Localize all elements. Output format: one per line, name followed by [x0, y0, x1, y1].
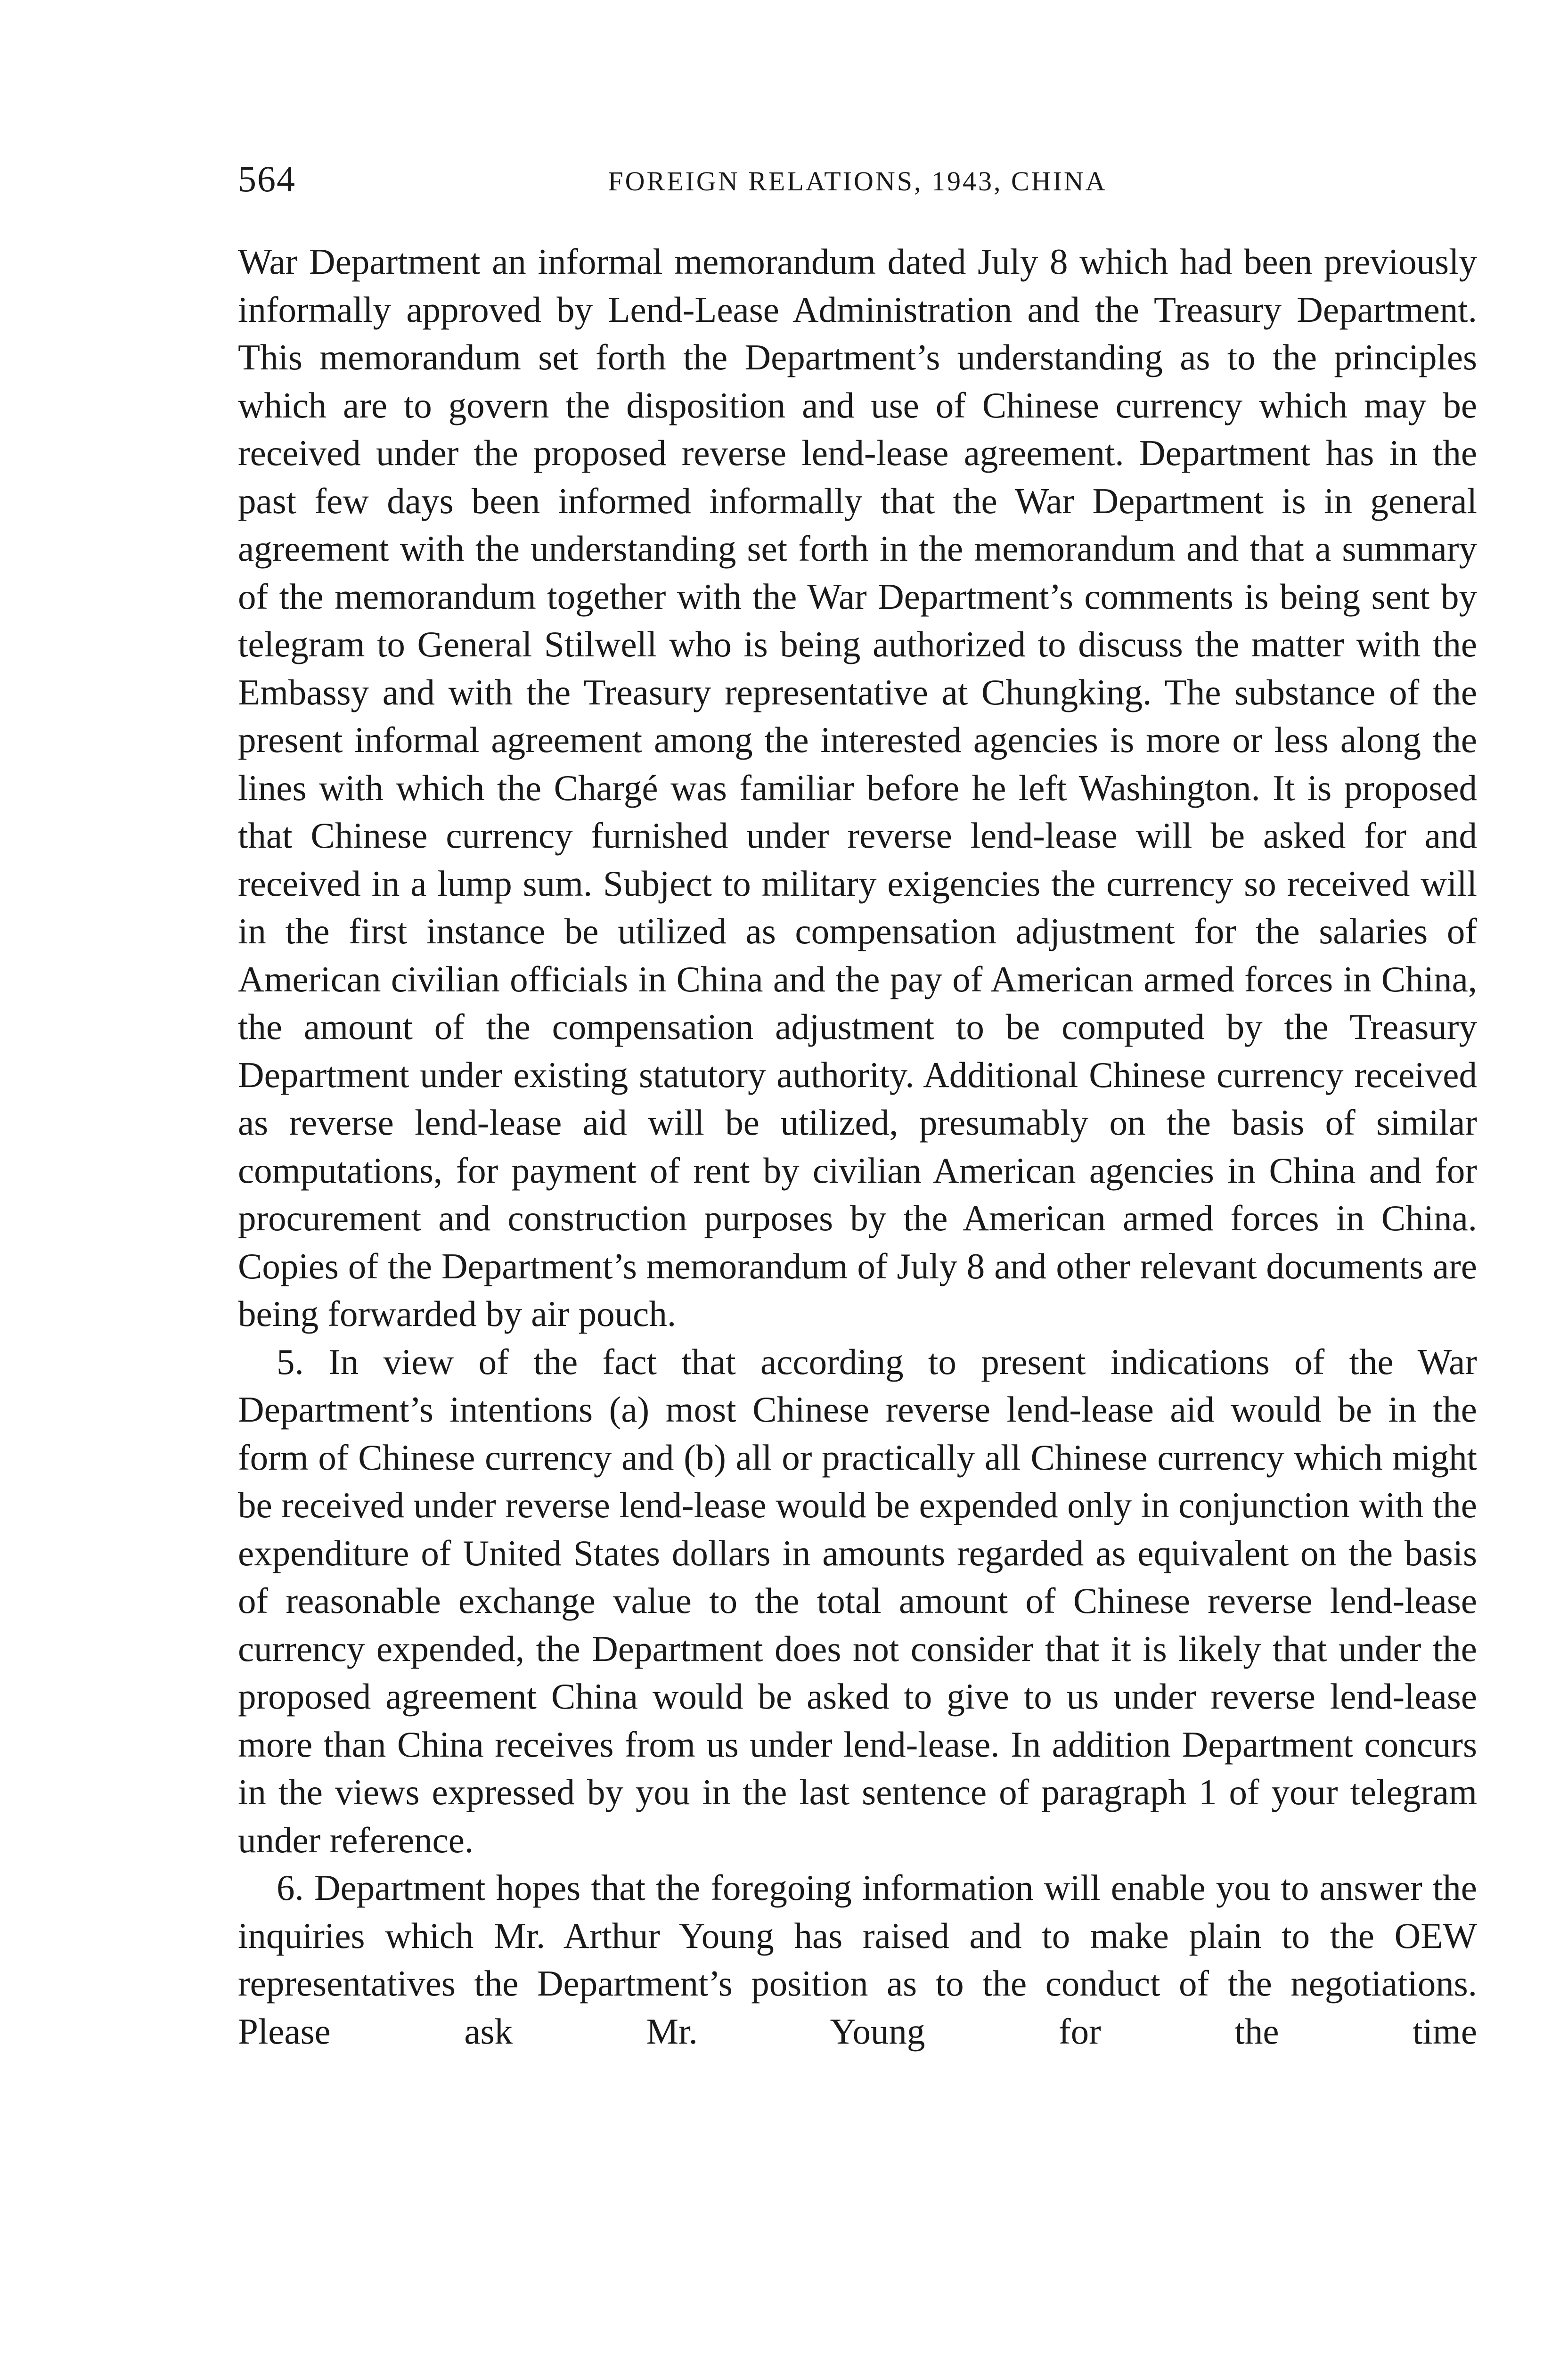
paragraph-6: 6. Department hopes that the foregoing information will enable you to answer the inquiries which Mr. Arthur Young has raised and to make plain to the OEW representatives the Department’s position as to the conduct of the negotiations. Please ask Mr. Young for the time: [238, 1867, 1477, 2052]
body-text: [238, 238, 1477, 2055]
paragraph-5: 5. In view of the fact that according to present indications of the War Department’s intentions (a) most Chinese reverse lend-lease aid would be in the form of Chinese currency and (b) all or practically all Chinese currency which might be received under reverse lend-lease would be expended only in conjunction with the expenditure of United States dollars in amounts regarded as equivalent on the basis of reasonable exchange value to the total amount of Chinese reverse lend-lease currency expended, the Department does not consider that it is likely that under the proposed agreement China would be asked to give to us under reverse lend-lease more than China receives from us under lend-lease. In addition Department concurs in the views expressed by you in the last sentence of paragraph 1 of your telegram under reference.: [238, 1341, 1477, 1860]
page-number: 564: [238, 158, 296, 199]
running-header: [238, 155, 1477, 207]
running-title: FOREIGN RELATIONS, 1943, CHINA: [608, 166, 1107, 196]
paragraph-continued: War Department an informal memorandum dated July 8 which had been previously informally approved by Lend-Lease Administration and the Treasury Department. This memorandum set forth the Department’s understanding as to the principles which are to govern the disposition and use of Chinese currency which may be received under the proposed reverse lend-lease agreement. Department has in the past few days been informed informally that the War Department is in general agreement with the understanding set forth in the memorandum and that a summary of the memorandum together with the War Department’s comments is being sent by telegram to General Stilwell who is being authorized to discuss the matter with the Embassy and with the Treasury representative at Chungking. The substance of the present informal agreement among the interested agencies is more or less along the lines with which the Chargé was familiar before he left Washington. It is proposed that Chinese currency furnished under reverse lend-lease will be asked for and received in a lump sum. Subject to military exigencies the currency so received will in the first instance be utilized as compensation adjustment for the salaries of American civilian officials in China and the pay of American armed forces in China, the amount of the compensation adjustment to be computed by the Treasury Department under existing statutory authority. Additional Chinese currency received as reverse lend-lease aid will be utilized, presumably on the basis of similar computations, for payment of rent by civilian American agencies in China and for procurement and construction purposes by the American armed forces in China. Copies of the Department’s memorandum of July 8 and other relevant documents are being forwarded by air pouch.: [238, 241, 1477, 1334]
